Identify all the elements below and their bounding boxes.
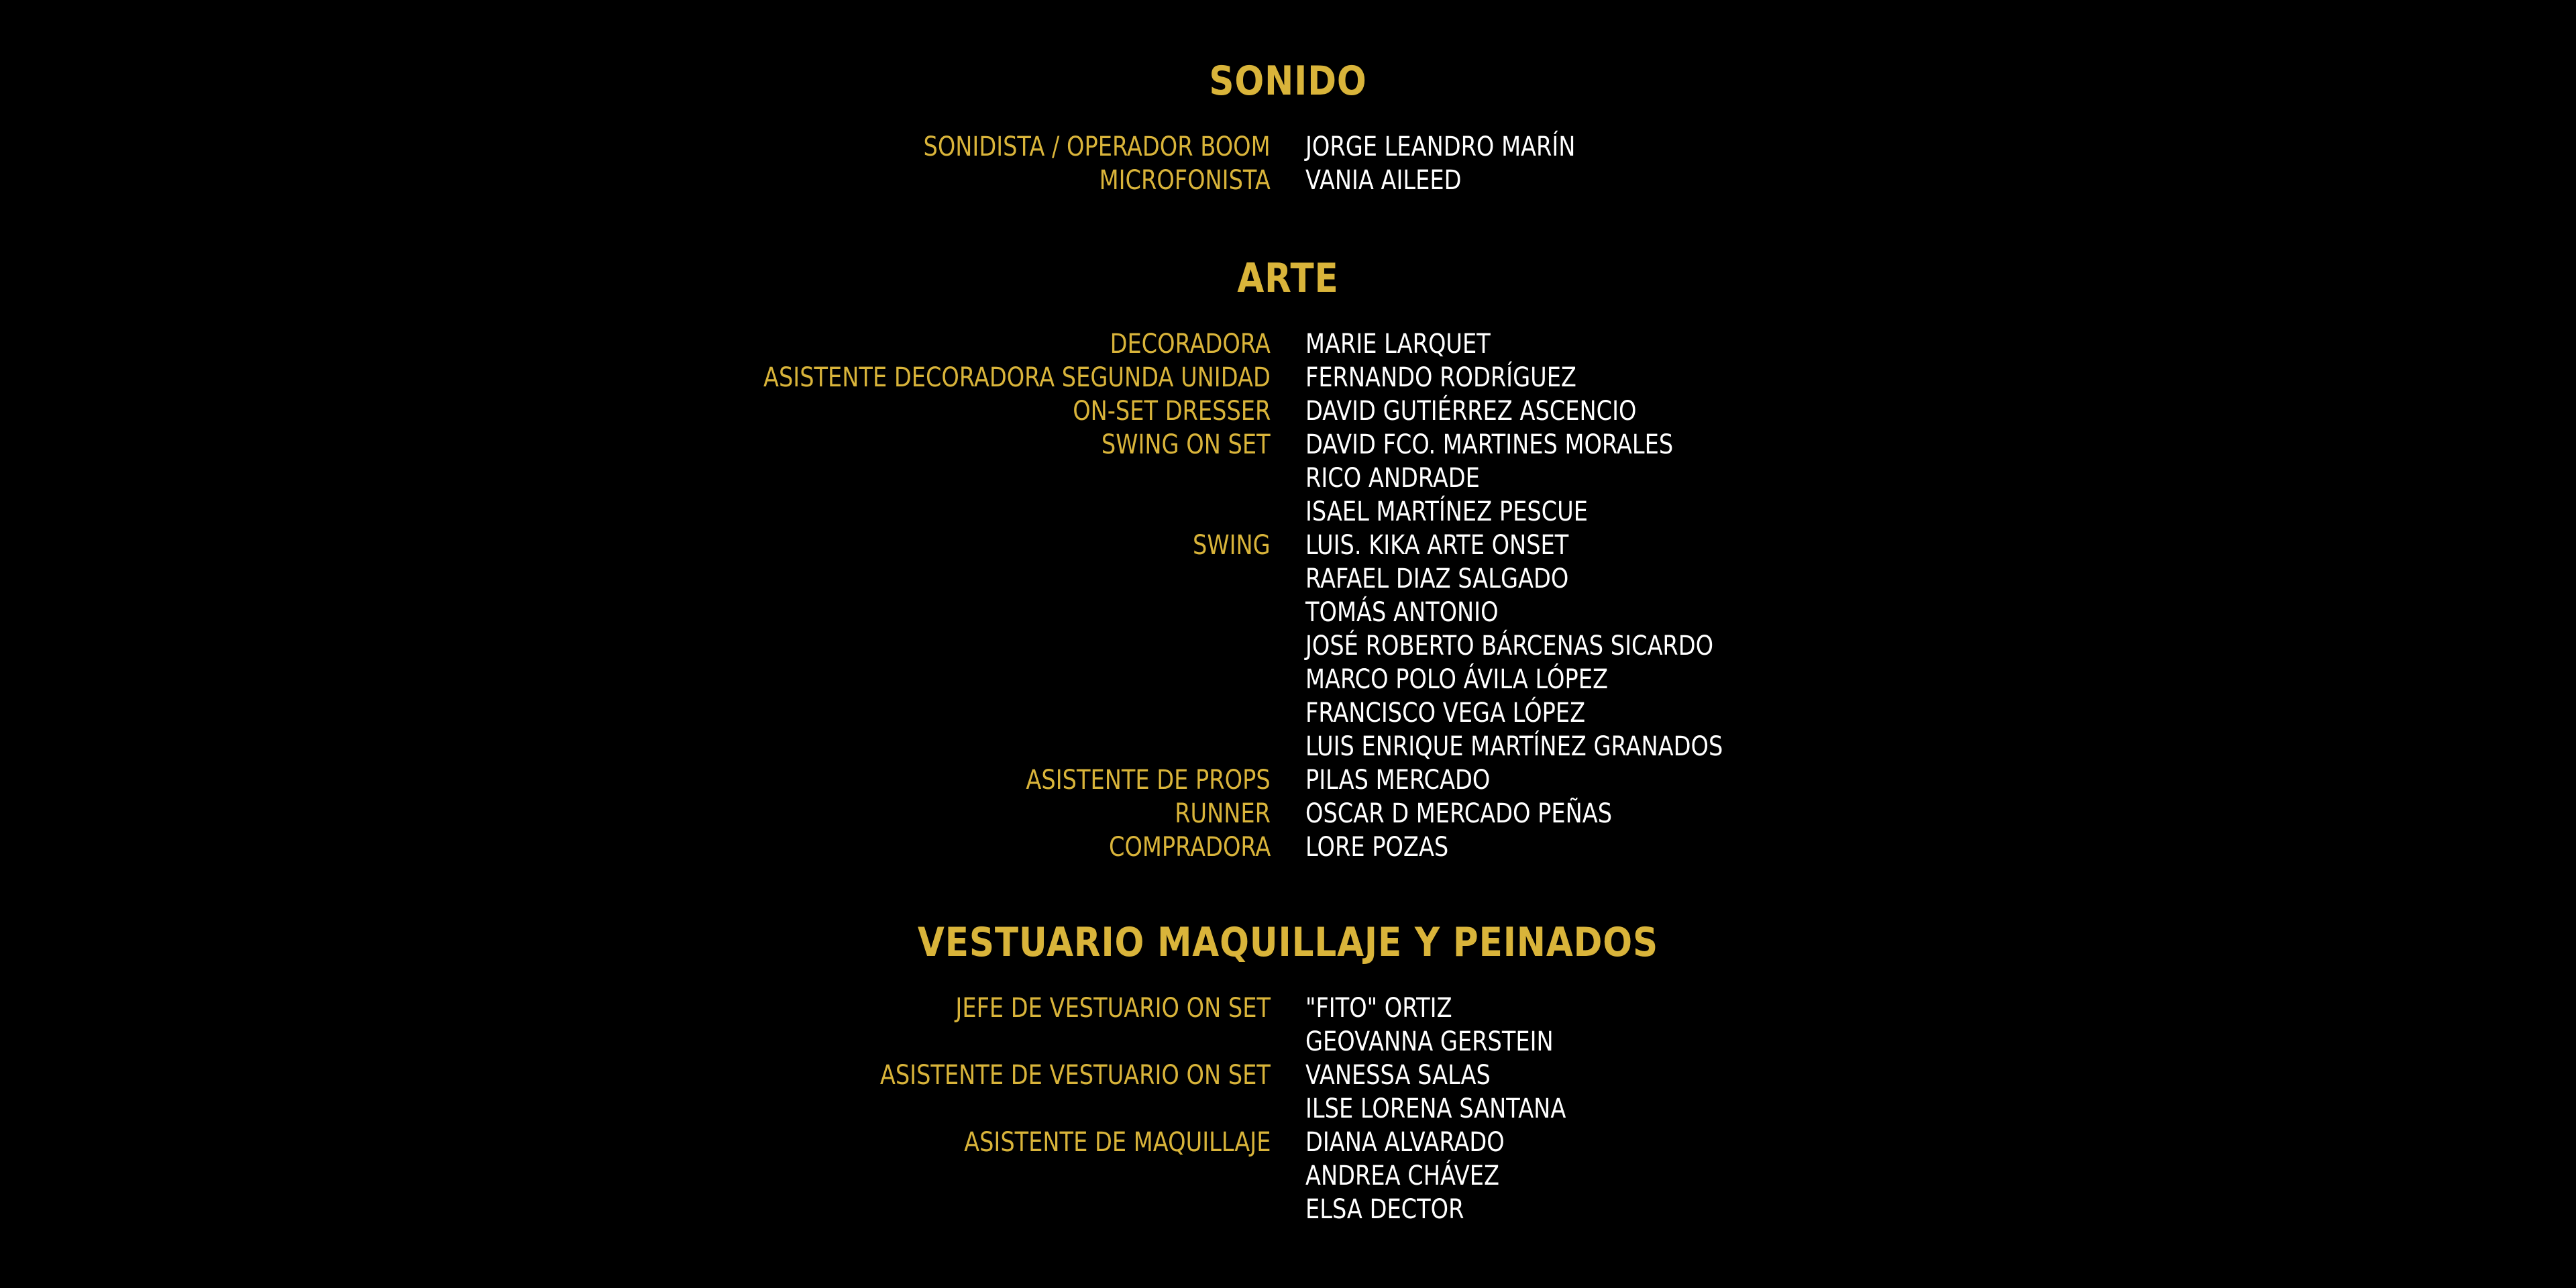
credit-name: ANDREA CHÁVEZ [1305,1161,1500,1191]
credit-name: FERNANDO RODRÍGUEZ [1305,362,1576,393]
credit-row [0,596,2576,629]
section-title-vestuario: VESTUARIO MAQUILLAJE Y PEINADOS [917,919,1659,966]
credit-row [0,1193,2576,1226]
credit-row [0,663,2576,696]
credit-name: DAVID GUTIÉRREZ ASCENCIO [1305,396,1637,427]
credit-role: COMPRADORA [1108,832,1271,863]
credit-name: RICO ANDRADE [1305,463,1480,494]
credit-row [0,730,2576,763]
credit-role: SWING [1193,530,1271,561]
credit-row [0,1092,2576,1126]
credit-name: LORE POZAS [1305,832,1449,863]
credit-name: VANIA AILEED [1305,165,1462,196]
section-title-sonido: SONIDO [1209,58,1367,105]
credit-role: ON-SET DRESSER [1072,396,1271,427]
credit-name: MARIE LARQUET [1305,329,1491,360]
credit-row [0,797,2576,830]
credit-name: PILAS MERCADO [1305,765,1491,796]
credit-name: ISAEL MARTÍNEZ PESCUE [1305,496,1588,527]
credit-name: RAFAEL DIAZ SALGADO [1305,564,1569,594]
credit-role: DECORADORA [1110,329,1271,360]
credit-row [0,1159,2576,1193]
credit-role: ASISTENTE DECORADORA SEGUNDA UNIDAD [763,362,1271,393]
credit-role: RUNNER [1175,798,1271,829]
credit-name: LUIS. KIKA ARTE ONSET [1305,530,1569,561]
credit-name: JORGE LEANDRO MARÍN [1305,131,1576,162]
credit-role: JEFE DE VESTUARIO ON SET [955,993,1271,1024]
credit-role: SWING ON SET [1102,429,1271,460]
credit-name: JOSÉ ROBERTO BÁRCENAS SICARDO [1305,631,1714,661]
credit-row [0,529,2576,562]
credit-role: MICROFONISTA [1099,165,1271,196]
credit-name: GEOVANNA GERSTEIN [1305,1026,1554,1057]
credit-name: DIANA ALVARADO [1305,1127,1505,1158]
credit-role: ASISTENTE DE PROPS [1026,765,1271,796]
credit-row [0,830,2576,864]
credit-row [0,562,2576,596]
credit-role: ASISTENTE DE VESTUARIO ON SET [879,1060,1271,1091]
credit-name: ELSA DECTOR [1305,1194,1464,1225]
credit-name: "FITO" ORTIZ [1305,993,1452,1024]
credit-row [0,130,2576,164]
credit-row [0,629,2576,663]
credit-role: ASISTENTE DE MAQUILLAJE [963,1127,1271,1158]
credit-row [0,495,2576,529]
section-title-arte: ARTE [1237,255,1339,302]
credit-name: MARCO POLO ÁVILA LÓPEZ [1305,664,1608,695]
credit-name: OSCAR D MERCADO PEÑAS [1305,798,1613,829]
credit-row [0,1025,2576,1059]
credit-row [0,1126,2576,1159]
credit-name: TOMÁS ANTONIO [1305,597,1499,628]
credit-name: ILSE LORENA SANTANA [1305,1093,1566,1124]
credit-row [0,164,2576,197]
credit-name: VANESSA SALAS [1305,1060,1491,1091]
credit-row [0,327,2576,361]
credit-row [0,696,2576,730]
credit-name: DAVID FCO. MARTINES MORALES [1305,429,1674,460]
credit-name: LUIS ENRIQUE MARTÍNEZ GRANADOS [1305,731,1723,762]
credit-row [0,428,2576,462]
credit-row [0,1059,2576,1092]
credit-row [0,991,2576,1025]
credit-row [0,394,2576,428]
credit-role: SONIDISTA / OPERADOR BOOM [923,131,1271,162]
credit-row [0,361,2576,394]
credit-row [0,462,2576,495]
credit-name: FRANCISCO VEGA LÓPEZ [1305,698,1586,729]
credit-row [0,763,2576,797]
